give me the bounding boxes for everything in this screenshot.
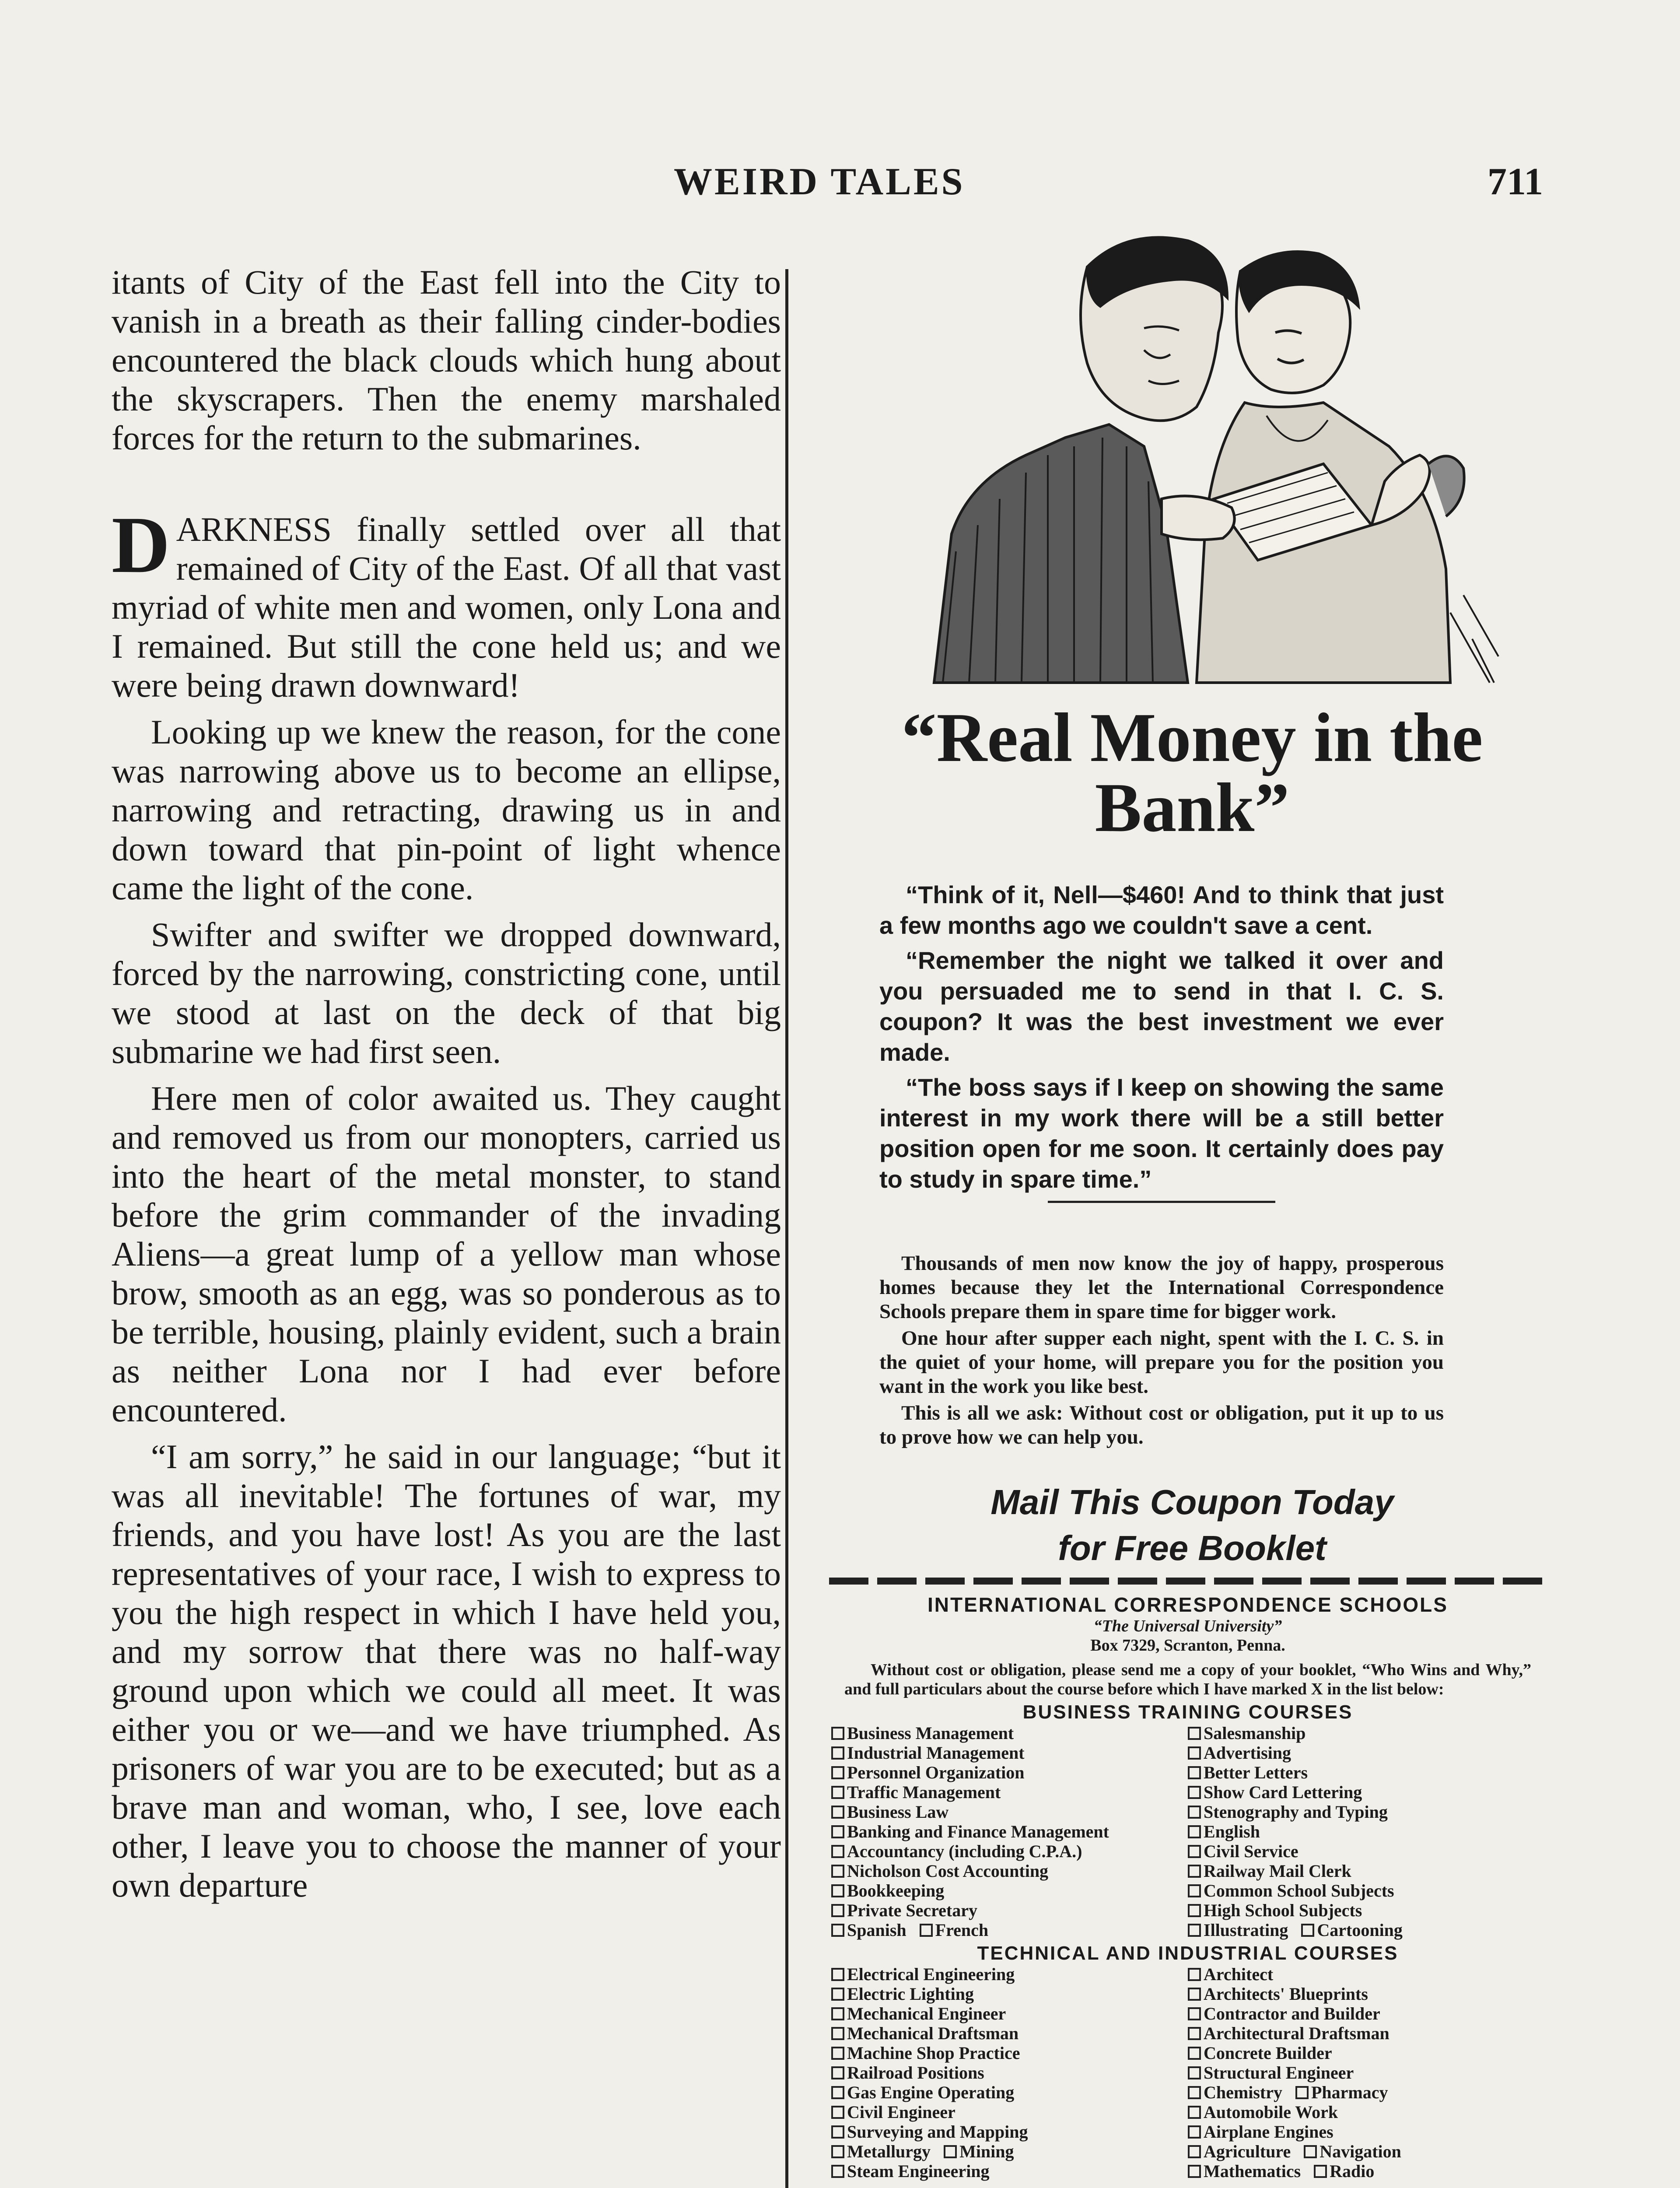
course-label: English [1204,1822,1260,1841]
course-option[interactable] [1188,2083,1544,2102]
checkbox-icon[interactable] [831,1884,844,1897]
course-label: Banking and Finance Management [847,1822,1109,1841]
checkbox-icon[interactable] [1188,2066,1201,2079]
story-paragraph: Here men of color awaited us. They caught and removed us from our monopters, carried us into the heart of the metal monster, to stand before the grim commander of the invading Aliens—a great lump of a yellow man whose brow, smooth as an egg, was so ponderous as to be terrible, housing, plainly evident, such a brain as neither Lona nor I had ever before encountered. [112,1079,781,1429]
course-label: Pharmacy [1311,2083,1388,2102]
checkbox-icon[interactable] [1188,1988,1201,2001]
course-label: Contractor and Builder [1204,2004,1380,2023]
course-option[interactable] [831,2063,1188,2083]
course-label: Architects' Blueprints [1204,1984,1368,2004]
checkbox-icon[interactable] [831,1766,844,1779]
course-option[interactable] [1188,1900,1544,1920]
story-column [112,263,781,1912]
page-number: 711 [1488,161,1544,203]
checkbox-icon[interactable] [1295,2086,1309,2099]
course-label: Mathematics [1204,2161,1301,2181]
course-option[interactable] [1188,1782,1544,1802]
course-label: Business Management [847,1723,1014,1743]
course-label: Mechanical Engineer [847,2004,1006,2023]
course-label: Surveying and Mapping [847,2122,1028,2142]
course-option[interactable] [1188,1920,1544,1940]
checkbox-icon[interactable] [831,1746,844,1760]
checkbox-icon[interactable] [1188,1845,1201,1858]
course-option[interactable] [831,1782,1188,1802]
small-caps-word: ARKNESS [176,510,332,548]
ad-headline: “Real Money in the Bank” [901,698,1483,846]
course-option[interactable] [831,1900,1188,1920]
course-option-extra[interactable] [944,2142,1014,2161]
checkbox-icon[interactable] [1188,2125,1201,2139]
mail-coupon [831,1593,1544,2181]
ad-body-paragraph: “The boss says if I keep on showing the same interest in my work there will be a still better position open for me soon. It certainly does pay to study in spare time.” [879,1073,1444,1193]
coupon-cut-line [829,1578,1547,1585]
course-label: Civil Engineer [847,2102,956,2122]
checkbox-icon[interactable] [1188,1786,1201,1799]
course-label: Salesmanship [1204,1723,1306,1743]
ad-body-paragraph: “Remember the night we talked it over and you persuaded me to send in that I. C. S. coupon? It was the best investment we ever made. [879,947,1444,1066]
checkbox-icon[interactable] [1188,1924,1201,1937]
checkbox-icon[interactable] [1188,1746,1201,1760]
checkbox-icon[interactable] [1188,1865,1201,1878]
course-option[interactable] [1188,2023,1544,2043]
story-text: finally settled over all that remained of City of the East. Of all that vast myriad of white men and women, only Lona and I remained. But still the cone held us; and we were being drawn downward! [112,510,781,704]
school-name: INTERNATIONAL CORRESPONDENCE SCHOOLS [928,1593,1448,1616]
course-option-extra[interactable] [1295,2083,1388,2102]
checkbox-icon[interactable] [831,2027,844,2040]
checkbox-icon[interactable] [831,1727,844,1740]
course-option[interactable] [1188,1822,1544,1841]
course-option[interactable] [1188,1802,1544,1822]
course-label: Railway Mail Clerk [1204,1861,1351,1881]
course-label: Radio [1330,2161,1375,2181]
checkbox-icon[interactable] [944,2145,957,2158]
checkbox-icon[interactable] [831,2106,844,2119]
course-option-extra[interactable] [1314,2161,1374,2181]
divider [1048,1201,1275,1203]
course-label: Railroad Positions [847,2063,984,2083]
checkbox-icon[interactable] [920,1924,933,1937]
checkbox-icon[interactable] [1188,1825,1201,1838]
course-option[interactable] [831,1881,1188,1900]
checkbox-icon[interactable] [1188,1766,1201,1779]
coupon-title-line: Mail This Coupon Today [990,1483,1394,1522]
drop-cap: D [112,500,170,590]
course-label: Stenography and Typing [1204,1802,1388,1822]
business-courses-list [831,1723,1544,1940]
course-option-extra[interactable] [1301,1920,1403,1940]
checkbox-icon[interactable] [831,2066,844,2079]
course-option[interactable] [831,2142,1188,2161]
checkbox-icon[interactable] [831,2047,844,2060]
checkbox-icon[interactable] [1301,1924,1314,1937]
course-option[interactable] [1188,1984,1544,2004]
course-label: Navigation [1320,2142,1401,2161]
school-address: Box 7329, Scranton, Penna. [1090,1636,1285,1655]
course-label: Industrial Management [847,1743,1025,1763]
story-paragraph: itants of City of the East fell into the City to vanish in a breath as their falling cinder-bodies encountered the black clouds which hung about the skyscrapers. Then the enemy marshaled forces for the return to the submarines. [112,263,781,457]
technical-courses-right [1188,1964,1544,2181]
course-label: Metallurgy [847,2142,931,2161]
course-option[interactable] [1188,1763,1544,1782]
checkbox-icon[interactable] [831,2145,844,2158]
ad-small-paragraph: One hour after supper each night, spent with the I. C. S. in the quiet of your home, will prepare you for the position you want in the work you like best. [879,1327,1444,1398]
technical-courses-left [831,1964,1188,2181]
course-label: Concrete Builder [1204,2043,1332,2063]
course-option[interactable] [1188,2122,1544,2142]
course-option[interactable] [1188,2161,1544,2181]
story-paragraph: Swifter and swifter we dropped downward, forced by the narrowing, constricting cone, until we stood at last on the deck of that big submarine we had first seen. [112,915,781,1070]
course-label: Mining [959,2142,1014,2161]
technical-courses-heading: TECHNICAL AND INDUSTRIAL COURSES [977,1943,1399,1964]
checkbox-icon[interactable] [1188,1806,1201,1819]
coupon-instructions: Without cost or obligation, please send me a copy of your booklet, “Who Wins and Why,” and full particulars about the course before which I have marked X in the list below: [844,1661,1531,1698]
coupon-call-to-action [816,1479,1568,1571]
course-option[interactable] [1188,1723,1544,1743]
course-option[interactable] [1188,1861,1544,1881]
course-label: French [935,1920,989,1940]
course-option[interactable] [831,2122,1188,2142]
checkbox-icon[interactable] [831,1845,844,1858]
course-option[interactable] [1188,1841,1544,1861]
course-option[interactable] [831,1822,1188,1841]
course-label: Automobile Work [1204,2102,1338,2122]
ad-testimonial [879,880,1444,1209]
course-option[interactable] [831,2161,1188,2181]
course-label: Gas Engine Operating [847,2083,1015,2102]
checkbox-icon[interactable] [831,1865,844,1878]
course-label: High School Subjects [1204,1900,1362,1920]
school-tagline: “The Universal University” [1093,1617,1282,1635]
course-option[interactable] [831,2043,1188,2063]
course-option[interactable] [831,1841,1188,1861]
checkbox-icon[interactable] [831,2165,844,2178]
checkbox-icon[interactable] [831,2125,844,2139]
course-label: Cartooning [1317,1920,1403,1940]
technical-courses-list [831,1964,1544,2181]
checkbox-icon[interactable] [831,2007,844,2020]
course-option[interactable] [1188,2043,1544,2063]
checkbox-icon[interactable] [831,1904,844,1917]
course-label: Advertising [1204,1743,1291,1763]
course-option[interactable] [1188,2102,1544,2122]
course-label: Business Law [847,1802,949,1822]
checkbox-icon[interactable] [1188,2047,1201,2060]
course-label: Private Secretary [847,1900,977,1920]
course-option[interactable] [831,1861,1188,1881]
course-label: Bookkeeping [847,1881,945,1900]
checkbox-icon[interactable] [1188,2145,1201,2158]
course-option[interactable] [831,2083,1188,2102]
checkbox-icon[interactable] [1188,1968,1201,1981]
ad-small-paragraph: Thousands of men now know the joy of happy, prosperous homes because they let the International Correspondence Schools prepare them in spare time for bigger work. [879,1252,1444,1323]
business-courses-heading: BUSINESS TRAINING COURSES [1022,1701,1353,1723]
course-label: Show Card Lettering [1204,1782,1362,1802]
checkbox-icon[interactable] [1188,2027,1201,2040]
checkbox-icon[interactable] [1188,2106,1201,2119]
coupon-title-line: for Free Booklet [1058,1529,1326,1567]
course-option-extra[interactable] [1304,2142,1401,2161]
course-option[interactable] [831,1984,1188,2004]
course-option-extra[interactable] [920,1920,988,1940]
checkbox-icon[interactable] [1188,2165,1201,2178]
course-option[interactable] [831,2102,1188,2122]
course-option[interactable] [831,2004,1188,2023]
course-label: Machine Shop Practice [847,2043,1020,2063]
checkbox-icon[interactable] [831,2086,844,2099]
column-rule [785,269,788,2188]
course-label: Electrical Engineering [847,1964,1015,1984]
checkbox-icon[interactable] [1188,2086,1201,2099]
course-label: Civil Service [1204,1841,1298,1861]
course-option[interactable] [1188,1964,1544,1984]
course-option[interactable] [831,1802,1188,1822]
checkbox-icon[interactable] [831,1968,844,1981]
business-courses-left [831,1723,1188,1940]
course-label: Nicholson Cost Accounting [847,1861,1049,1881]
course-option[interactable] [1188,2004,1544,2023]
course-label: Common School Subjects [1204,1881,1394,1900]
course-label: Spanish [847,1920,906,1940]
course-option[interactable] [1188,1881,1544,1900]
checkbox-icon[interactable] [1188,1727,1201,1740]
course-label: Agriculture [1204,2142,1291,2161]
checkbox-icon[interactable] [1304,2145,1317,2158]
couple-reading-bankbook-illustration [882,219,1503,691]
course-label: Traffic Management [847,1782,1001,1802]
course-label: Architect [1204,1964,1274,1984]
course-label: Architectural Draftsman [1204,2023,1390,2043]
ad-small-paragraph: This is all we ask: Without cost or obligation, put it up to us to prove how we can help you. [879,1402,1444,1448]
course-label: Electric Lighting [847,1984,974,2004]
course-label: Structural Engineer [1204,2063,1354,2083]
course-option[interactable] [831,1743,1188,1763]
course-option[interactable] [1188,1743,1544,1763]
ad-body-paragraph: “Think of it, Nell—$460! And to think that just a few months ago we couldn't save a cent. [879,881,1444,939]
course-option[interactable] [1188,2142,1544,2161]
checkbox-icon[interactable] [831,1825,844,1838]
course-option[interactable] [831,1723,1188,1743]
course-label: Accountancy (including C.P.A.) [847,1841,1082,1861]
story-paragraph: “I am sorry,” he said in our language; “but it was all inevitable! The fortunes of war, my friends, and you have lost! As you are the last representatives of your race, I wish to express to you the high respect in which I have held you, and my sorrow that there was no half-way ground upon which we could all meet. It was either you or we—and we have triumphed. As prisoners of war you are to be executed; but as a brave man and woman, who, I see, love each other, I leave you to choose the manner of your own departure [112,1438,781,1904]
checkbox-icon[interactable] [831,1988,844,2001]
course-label: Chemistry [1204,2083,1282,2102]
checkbox-icon[interactable] [831,1786,844,1799]
course-label: Steam Engineering [847,2161,990,2181]
checkbox-icon[interactable] [831,1806,844,1819]
course-option[interactable] [831,2023,1188,2043]
checkbox-icon[interactable] [831,1924,844,1937]
course-label: Airplane Engines [1204,2122,1334,2142]
checkbox-icon[interactable] [1188,1904,1201,1917]
course-label: Mechanical Draftsman [847,2023,1019,2043]
course-option[interactable] [831,1964,1188,1984]
course-option[interactable] [831,1763,1188,1782]
course-label: Better Letters [1204,1763,1308,1782]
checkbox-icon[interactable] [1314,2165,1327,2178]
course-option[interactable] [831,1920,1188,1940]
story-paragraph: Looking up we knew the reason, for the cone was narrowing above us to become an ellipse, narrowing and retracting, drawing us in and down toward that pin-point of light whence came the light of the cone. [112,713,781,907]
course-label: Illustrating [1204,1920,1288,1940]
running-header-title: WEIRD TALES [674,161,965,203]
business-courses-right [1188,1723,1544,1940]
ad-small-print [879,1252,1444,1452]
course-label: Personnel Organization [847,1763,1025,1782]
checkbox-icon[interactable] [1188,2007,1201,2020]
checkbox-icon[interactable] [1188,1884,1201,1897]
course-option[interactable] [1188,2063,1544,2083]
story-paragraph-dropcap [112,500,781,705]
